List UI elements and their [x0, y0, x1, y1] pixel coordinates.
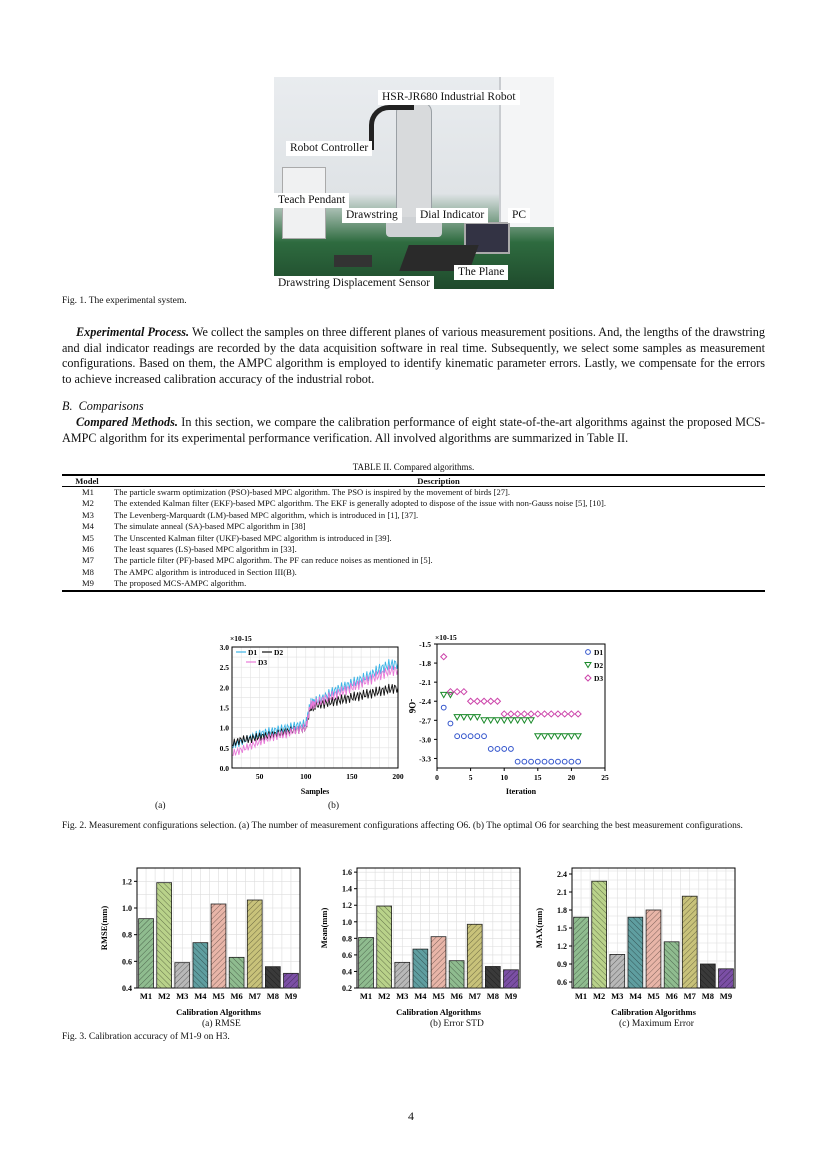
marker-d3: [441, 654, 447, 660]
bar-hatch: [229, 957, 244, 988]
legend-label-d2: D2: [274, 648, 284, 657]
marker-d1: [488, 747, 493, 752]
legend-marker-d1: [586, 650, 591, 655]
table2-model-cell: M8: [82, 566, 94, 577]
x-tick-label: M2: [378, 991, 391, 1001]
bar-hatch: [175, 963, 190, 988]
table2-description-cell: The particle filter (PF)-based MPC algorithm. The PF can reduce noises as mentioned in [5].: [114, 555, 433, 566]
table2-model-cell: M1: [82, 487, 94, 497]
marker-d2: [474, 715, 480, 720]
marker-d2: [461, 715, 467, 720]
marker-d2: [481, 718, 487, 723]
bar-hatch: [664, 942, 679, 988]
marker-d3: [468, 698, 474, 704]
marker-d1: [529, 759, 534, 764]
table-row: [62, 510, 765, 521]
page-number: 4: [408, 1109, 414, 1123]
legend-marker-d3: [585, 675, 591, 681]
table2-header-description: Description: [112, 476, 765, 487]
x-tick-label: M3: [611, 991, 624, 1001]
x-tick-label: 20: [567, 773, 576, 782]
x-axis-label: Calibration Algorithms: [611, 1007, 696, 1017]
marker-d1: [448, 721, 453, 726]
marker-d3: [568, 711, 574, 717]
bar-hatch: [247, 900, 262, 988]
marker-d1: [522, 759, 527, 764]
bar-hatch: [449, 961, 464, 988]
marker-d1: [441, 705, 446, 710]
y-tick-label: 1.2: [342, 901, 352, 911]
marker-d2: [501, 718, 507, 723]
bar-hatch: [193, 943, 208, 988]
bar-hatch: [646, 910, 661, 988]
x-tick-label: 5: [468, 773, 473, 782]
bar-hatch: [504, 970, 519, 988]
table2-model-cell: M9: [82, 578, 94, 589]
marker-d3: [481, 698, 487, 704]
table-row: [62, 555, 765, 566]
x-tick-label: 25: [601, 773, 609, 782]
marker-d1: [502, 747, 507, 752]
fig3c-chart: [530, 860, 745, 1022]
table-row: [62, 487, 765, 499]
robot-cable: [369, 105, 414, 150]
bar-hatch: [359, 938, 374, 988]
y-tick-label: -3.0: [419, 735, 431, 745]
marker-d3: [542, 711, 548, 717]
bar-hatch: [211, 904, 226, 988]
marker-d3: [488, 698, 494, 704]
bar-hatch: [139, 919, 154, 988]
fig3a-chart: [95, 860, 310, 1022]
fig1-caption: Fig. 1. The experimental system.: [62, 296, 187, 306]
fig3-sub-b: (b) Error STD: [430, 1019, 484, 1029]
x-tick-label: 10: [500, 773, 508, 782]
y-tick-label: 1.2: [557, 942, 567, 951]
compared-methods-heading: Compared Methods.: [76, 415, 178, 429]
bar-hatch: [265, 967, 280, 988]
marker-d3: [548, 711, 554, 717]
marker-d3: [474, 698, 480, 704]
y-tick-label: -3.3: [419, 754, 431, 764]
bar-hatch: [700, 964, 715, 988]
y-tick-label: -2.7: [419, 716, 431, 726]
bar-hatch: [592, 881, 607, 988]
legend-label-d3: D3: [258, 658, 268, 667]
legend-label-d1: D1: [248, 648, 258, 657]
marker-d2: [542, 734, 548, 739]
x-tick-label: M8: [266, 991, 279, 1001]
marker-d1: [562, 759, 567, 764]
table2-description-cell: The particle swarm optimization (PSO)-based MPC algorithm. The PSO is inspired by the movement of birds [27].: [114, 487, 511, 497]
bar-hatch: [395, 962, 410, 988]
y-tick-label: -1.8: [419, 659, 431, 669]
y-tick-label: 1.2: [122, 877, 132, 887]
legend-label-d2: D2: [594, 661, 604, 670]
marker-d1: [475, 734, 480, 739]
legend-label-d3: D3: [594, 674, 604, 683]
x-tick-label: M9: [719, 991, 733, 1001]
x-axis-label: Calibration Algorithms: [176, 1007, 261, 1017]
marker-d2: [468, 715, 474, 720]
table-row: [62, 567, 765, 578]
x-tick-label: M8: [486, 991, 499, 1001]
table2-description-cell: The simulate anneal (SA)-based MPC algorithm in [38]: [114, 521, 306, 532]
experimental-process-paragraph: [62, 325, 765, 387]
x-tick-label: M7: [683, 991, 696, 1001]
table2-model-cell: M3: [82, 509, 94, 520]
y-tick-label: 0.6: [122, 957, 132, 967]
y-tick-label: 1.0: [342, 917, 352, 927]
y-tick-label: 0.4: [122, 984, 132, 993]
compared-methods-paragraph: [62, 415, 765, 446]
marker-d1: [576, 759, 581, 764]
table2: [62, 474, 765, 592]
x-tick-label: M6: [665, 991, 678, 1001]
label-pc: PC: [508, 208, 530, 223]
marker-d3: [535, 711, 541, 717]
x-tick-label: M9: [504, 991, 518, 1001]
x-tick-label: M1: [359, 991, 373, 1001]
marker-d1: [549, 759, 554, 764]
marker-d3: [461, 689, 467, 695]
y-tick-label: 1.4: [342, 884, 352, 894]
bar-hatch: [413, 949, 428, 988]
x-tick-label: 50: [255, 772, 264, 781]
bar-hatch: [682, 896, 697, 988]
marker-d1: [455, 734, 460, 739]
y-tick-label: 1.0: [122, 904, 132, 913]
marker-d3: [501, 711, 507, 717]
x-tick-label: M1: [139, 991, 153, 1001]
fig2-caption: Fig. 2. Measurement configurations selection. (a) The number of measurement configurations affecting O6. (b) The optimal O6 for searching the best measurement configurations.: [62, 821, 743, 831]
fig2-sub-b: (b): [328, 801, 340, 811]
marker-d2: [562, 734, 568, 739]
y-tick-label: 2.0: [219, 683, 229, 693]
fig2b-chart: [395, 630, 620, 798]
label-dial: Dial Indicator: [416, 208, 488, 223]
x-tick-label: M7: [248, 991, 261, 1001]
y-tick-label: 2.4: [557, 870, 567, 879]
marker-d2: [488, 718, 494, 723]
x-tick-label: 0: [435, 773, 439, 782]
y-tick-label: -1.5: [419, 640, 431, 649]
marker-d2: [555, 734, 561, 739]
marker-d2: [568, 734, 574, 739]
y-tick-label: 2.1: [557, 888, 567, 897]
label-drawstring: Drawstring: [342, 208, 402, 223]
marker-d2: [548, 734, 554, 739]
marker-d2: [515, 718, 521, 723]
marker-d1: [468, 734, 473, 739]
bar-hatch: [431, 937, 446, 988]
marker-d3: [508, 711, 514, 717]
marker-d2: [575, 734, 581, 739]
table2-header-model: Model: [62, 476, 112, 487]
section-b-title: Comparisons: [78, 399, 144, 413]
table2-model-cell: M5: [82, 532, 94, 543]
marker-d1: [542, 759, 547, 764]
table2-description-cell: The extended Kalman filter (EKF)-based MPC algorithm. The EKF is generally adopted to dispose of the issue with non-Gauss noise [5], [10].: [114, 498, 606, 509]
table-row: [62, 521, 765, 532]
legend-label-d1: D1: [594, 648, 604, 657]
x-tick-label: M7: [468, 991, 481, 1001]
x-tick-label: M4: [194, 991, 207, 1001]
marker-d1: [569, 759, 574, 764]
marker-d2: [454, 715, 460, 720]
label-sensor: Drawstring Displacement Sensor: [274, 276, 434, 289]
x-tick-label: 200: [392, 772, 404, 781]
fig2-sub-a: (a): [155, 801, 166, 811]
table2-caption: TABLE II. Compared algorithms.: [352, 462, 475, 472]
section-b-heading: [62, 399, 144, 415]
y-tick-label: 0.5: [219, 743, 229, 753]
table-row: [62, 544, 765, 555]
marker-d1: [509, 747, 514, 752]
marker-d1: [515, 759, 520, 764]
marker-d3: [515, 711, 521, 717]
marker-d2: [494, 718, 500, 723]
marker-d3: [521, 711, 527, 717]
fig3-caption: Fig. 3. Calibration accuracy of M1-9 on H3.: [62, 1032, 230, 1042]
bar-hatch: [610, 954, 625, 988]
x-tick-label: M5: [647, 991, 660, 1001]
fig2a-chart: [200, 630, 410, 798]
x-axis-label: Iteration: [505, 787, 537, 796]
marker-d1: [495, 747, 500, 752]
y-tick-label: 1.0: [219, 723, 229, 733]
bar-hatch: [719, 969, 734, 988]
x-axis-label: Samples: [300, 787, 330, 796]
section-b-number: B.: [62, 399, 73, 413]
y-tick-label: 1.5: [219, 703, 229, 713]
x-tick-label: 150: [346, 772, 358, 781]
marker-d1: [461, 734, 466, 739]
y-tick-label: 0.2: [342, 984, 352, 993]
x-tick-label: M8: [701, 991, 714, 1001]
x-tick-label: M3: [396, 991, 409, 1001]
marker-d2: [441, 692, 447, 697]
y-axis-label: RMSE(mm): [99, 905, 109, 951]
table2-model-cell: M6: [82, 544, 94, 555]
label-robot: HSR-JR680 Industrial Robot: [378, 90, 520, 105]
y-tick-label: 0.6: [557, 978, 567, 987]
table2-description-cell: The proposed MCS-AMPC algorithm.: [114, 578, 247, 589]
marker-d2: [535, 734, 541, 739]
x-tick-label: M1: [574, 991, 588, 1001]
label-pendant: Teach Pendant: [274, 193, 349, 208]
experimental-process-heading: Experimental Process.: [76, 325, 190, 339]
y-tick-label: 0.8: [342, 934, 352, 944]
fig3-sub-a: (a) RMSE: [202, 1019, 241, 1029]
bar-hatch: [628, 917, 643, 988]
bar-hatch: [284, 973, 299, 988]
marker-d2: [521, 718, 527, 723]
table2-model-cell: M4: [82, 521, 94, 532]
marker-d1: [482, 734, 487, 739]
y-tick-label: 0.0: [219, 764, 229, 773]
bar-hatch: [377, 906, 392, 988]
label-plane: The Plane: [454, 265, 508, 280]
bar-hatch: [574, 917, 589, 988]
fig3b-chart: [315, 860, 530, 1022]
experimental-process-text: We collect the samples on three different planes of various measurement positions. And, the lengths of the drawstring and dial indicator readings are recorded by the data acquisition software in real time. Subsequently, we select some samples as measurement configurations. Based on them, the AMPC algorithm is employed to identify kinematic parameter errors. Lastly, we compensate for the errors to achieve increased calibration accuracy of the industrial robot.: [62, 325, 765, 386]
y-axis-label: Mean(mm): [319, 907, 329, 949]
y-axis-label: -O6: [407, 698, 417, 714]
x-tick-label: M4: [629, 991, 642, 1001]
y-tick-label: 0.8: [122, 930, 132, 940]
marker-d3: [494, 698, 500, 704]
marker-d2: [508, 718, 514, 723]
sensor-box: [334, 255, 372, 267]
y-tick-label: 1.8: [557, 906, 567, 915]
axis-multiplier: ×10-15: [435, 633, 457, 642]
x-tick-label: M5: [432, 991, 445, 1001]
table2-model-cell: M2: [82, 498, 94, 509]
compared-methods-text: In this section, we compare the calibration performance of eight state-of-the-art algorithms against the proposed MCS-AMPC algorithm for its experimental performance verification. All involved algorithms are summarized in Table II.: [62, 415, 765, 445]
marker-d3: [454, 689, 460, 695]
table2-description-cell: The Levenberg-Marquardt (LM)-based MPC algorithm, which is introduced in [1], [37].: [114, 509, 419, 520]
x-tick-label: M2: [593, 991, 606, 1001]
table-row: [62, 533, 765, 544]
table2-description-cell: The AMPC algorithm is introduced in Section III(B).: [114, 566, 297, 577]
marker-d3: [555, 711, 561, 717]
marker-d3: [575, 711, 581, 717]
y-tick-label: 0.6: [342, 950, 352, 960]
x-tick-label: M3: [176, 991, 189, 1001]
y-tick-label: 3.0: [219, 643, 229, 652]
x-tick-label: M2: [158, 991, 171, 1001]
x-tick-label: M5: [212, 991, 225, 1001]
table2-model-cell: M7: [82, 555, 94, 566]
marker-d1: [556, 759, 561, 764]
bar-hatch: [485, 966, 500, 988]
y-tick-label: 2.5: [219, 663, 229, 673]
marker-d3: [562, 711, 568, 717]
y-tick-label: -2.1: [419, 678, 431, 688]
x-tick-label: 15: [534, 773, 542, 782]
y-tick-label: 0.4: [342, 967, 352, 977]
x-tick-label: 100: [300, 772, 312, 781]
x-tick-label: M4: [414, 991, 427, 1001]
axis-multiplier: ×10-15: [230, 634, 252, 643]
y-tick-label: -2.4: [419, 697, 431, 707]
marker-d2: [528, 718, 534, 723]
y-axis-label: MAX(mm): [534, 907, 544, 949]
table2-description-cell: The Unscented Kalman filter (UKF)-based MPC algorithm is introduced in [39].: [114, 532, 392, 543]
marker-d1: [535, 759, 540, 764]
table-row: [62, 498, 765, 509]
plot-frame: [437, 644, 605, 768]
fig3-sub-c: (c) Maximum Error: [619, 1019, 694, 1029]
y-tick-label: 0.9: [557, 960, 567, 969]
experimental-system-photo: [274, 77, 554, 289]
y-tick-label: 1.6: [342, 868, 352, 878]
x-tick-label: M6: [450, 991, 463, 1001]
table2-description-cell: The least squares (LS)-based MPC algorithm in [33].: [114, 544, 297, 555]
table-row: [62, 578, 765, 589]
legend-marker-d2: [585, 663, 591, 668]
x-axis-label: Calibration Algorithms: [396, 1007, 481, 1017]
x-tick-label: M9: [284, 991, 298, 1001]
x-tick-label: M6: [230, 991, 243, 1001]
label-controller: Robot Controller: [286, 141, 372, 156]
bar-hatch: [467, 924, 482, 988]
bar-hatch: [157, 883, 172, 988]
y-tick-label: 1.5: [557, 924, 567, 933]
marker-d3: [528, 711, 534, 717]
